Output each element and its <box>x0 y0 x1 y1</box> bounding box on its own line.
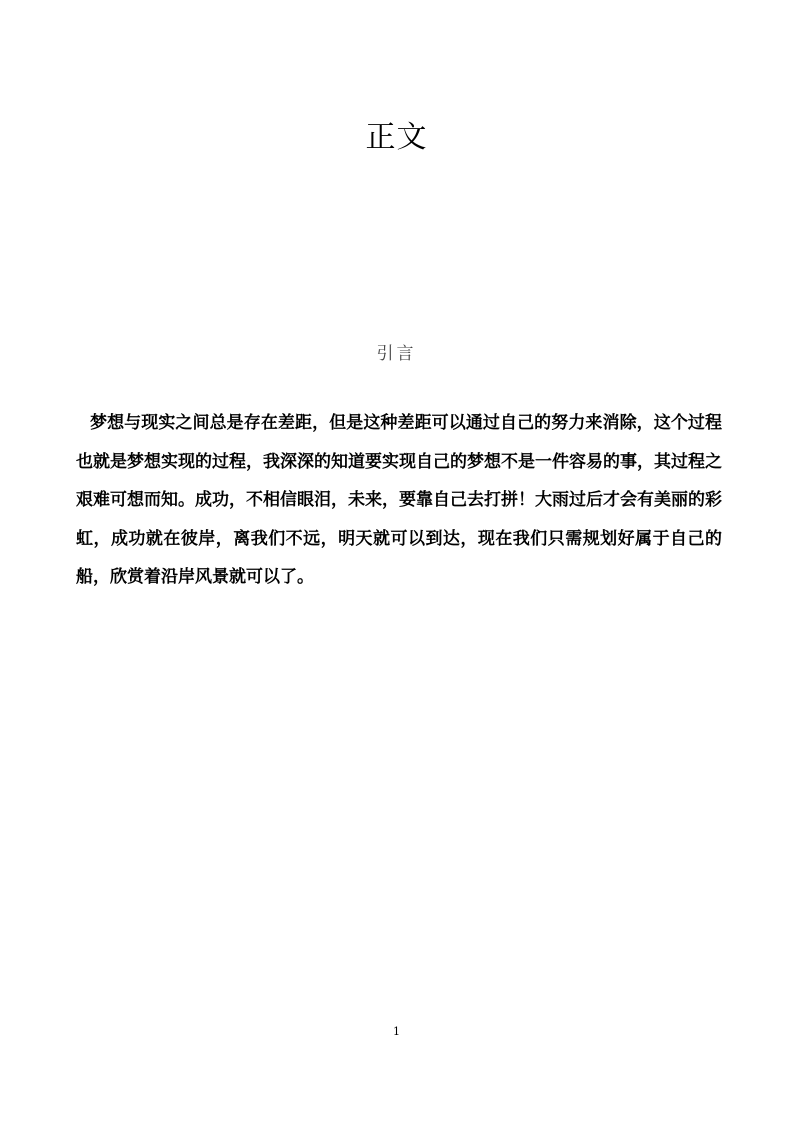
body-paragraph: 梦想与现实之间总是存在差距，但是这种差距可以通过自己的努力来消除，这个过程也就是梦想实现的过程，我深深的知道要实现自己的梦想不是一件容易的事，其过程之艰难可想而知。成功，不相信眼泪，未来，要靠自己去打拼！大雨过后才会有美丽的彩虹，成功就在彼岸，离我们不远，明天就可以到达，现在我们只需规划好属于自己的船，欣赏着沿岸风景就可以了。 <box>76 413 722 587</box>
page-title: 正文 <box>365 120 428 155</box>
page-number: 1 <box>393 1025 400 1038</box>
section-heading: 引言 <box>376 344 417 364</box>
